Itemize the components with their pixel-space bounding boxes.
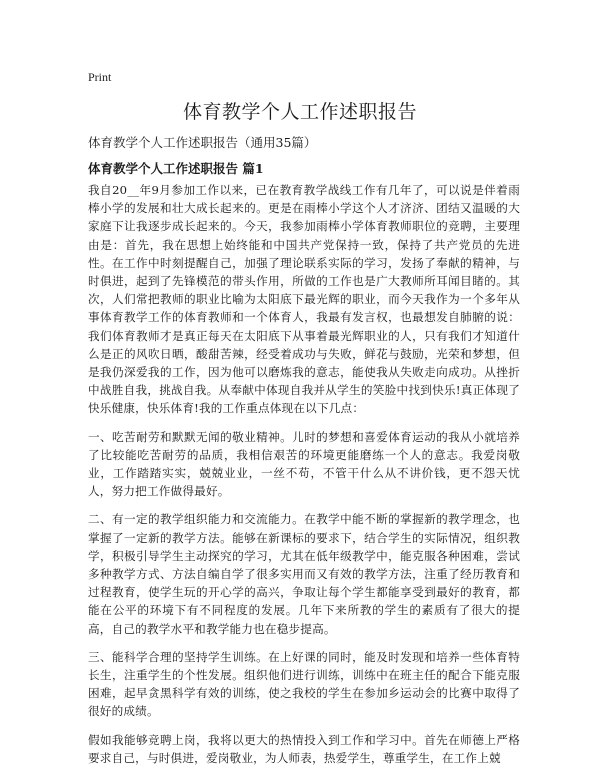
- paragraph-point-2: 二、有一定的教学组织能力和交流能力。在教学中能不断的掌握新的教学理念，也掌握了一定新的教学方法。能够在新课标的要求下，结合学生的实际情况，组织教学，积极引导学生主动探究的学习，尤其在低年级教学中，能克服各种困难，尝试多种教学方式、方法自编自学了很多实用而又有效的教学方法，注重了经历教育和过程教育，使学生玩的开心学的高兴，争取让每个学生都能享受到最好的教育，都能在公平的环境下有不同程度的发展。几年下来所教的学生的素质有了很大的提高，自己的教学水平和教学能力也在稳步提高。: [88, 512, 520, 636]
- document-title: 体育教学个人工作述职报告: [182, 101, 417, 123]
- section-heading: 体育教学个人工作述职报告 篇1: [88, 161, 264, 176]
- print-label: Print: [88, 70, 112, 84]
- paragraph-intro: 我自20__年9月参加工作以来，已在教育教学战线工作有几年了，可以说是伴着雨棒小学的发展和壮大成长起来的。更是在雨棒小学这个人才济济、团结又温暖的大家庭下让我逐步成长起来的。今天，我参加雨棒小学体育教师职位的竞聘，主要理由是：首先，我在思想上始终能和中国共产党保持一致，保持了共产党员的先进性。在工作中时刻提醒自己，加强了理论联系实际的学习，发扬了奉献的精神，与时俱进，起到了先锋模范的带头作用，所做的工作也是广大教师所耳闻目睹的。其次，人们常把教师的职业比喻为太阳底下最光辉的职业，而今天我作为一个多年从事体育教学工作的体育教师和一个体育人，我最有发言权，也最想发自肺腑的说：我们体育教师才是真正每天在太阳底下从事着最光辉职业的人，只有我们才知道什么是正的风吹日晒，酸甜苦辣，经受着成功与失败，鲜花与鼓励，光荣和梦想，但是我仍深爱我的工作，因为他可以磨炼我的意志，能使我从失败走向成功。从挫折中战胜自我，挑战自我。从奉献中体现自我并从学生的笑脸中找到快乐!真正体现了快乐健康，快乐体育!我的工作重点体现在以下几点：: [88, 183, 520, 416]
- paragraph-point-1: 一、吃苦耐劳和默默无闻的敬业精神。儿时的梦想和喜爱体育运动的我从小就培养了比较能吃苦耐劳的品质，我相信艰苦的环境更能磨练一个人的意志。我爱岗敬业，工作踏踏实实，兢兢业业，一丝不苟，不管干什么从不讲价钱，更不怨天忧人，努力把工作做得最好。: [88, 429, 520, 499]
- document-body: [88, 181, 520, 777]
- paragraph-point-3: 三、能科学合理的坚持学生训练。在上好课的同时，能及时发现和培养一些体育特长生，注重学生的个性发展。组织他们进行训练，训练中在班主任的配合下能克服困难，起早贪黑科学有效的训练，使之我校的学生在参加乡运动会的比赛中取得了很好的成绩。: [88, 649, 520, 719]
- document-subtitle: 体育教学个人工作述职报告（通用35篇）: [88, 135, 317, 150]
- paragraph-closing: 假如我能够竞聘上岗，我将以更大的热情投入到工作和学习中。首先在师德上严格要求自己，与时俱进，爱岗敬业，为人师表，热爱学生，尊重学生，在工作上兢: [88, 732, 520, 765]
